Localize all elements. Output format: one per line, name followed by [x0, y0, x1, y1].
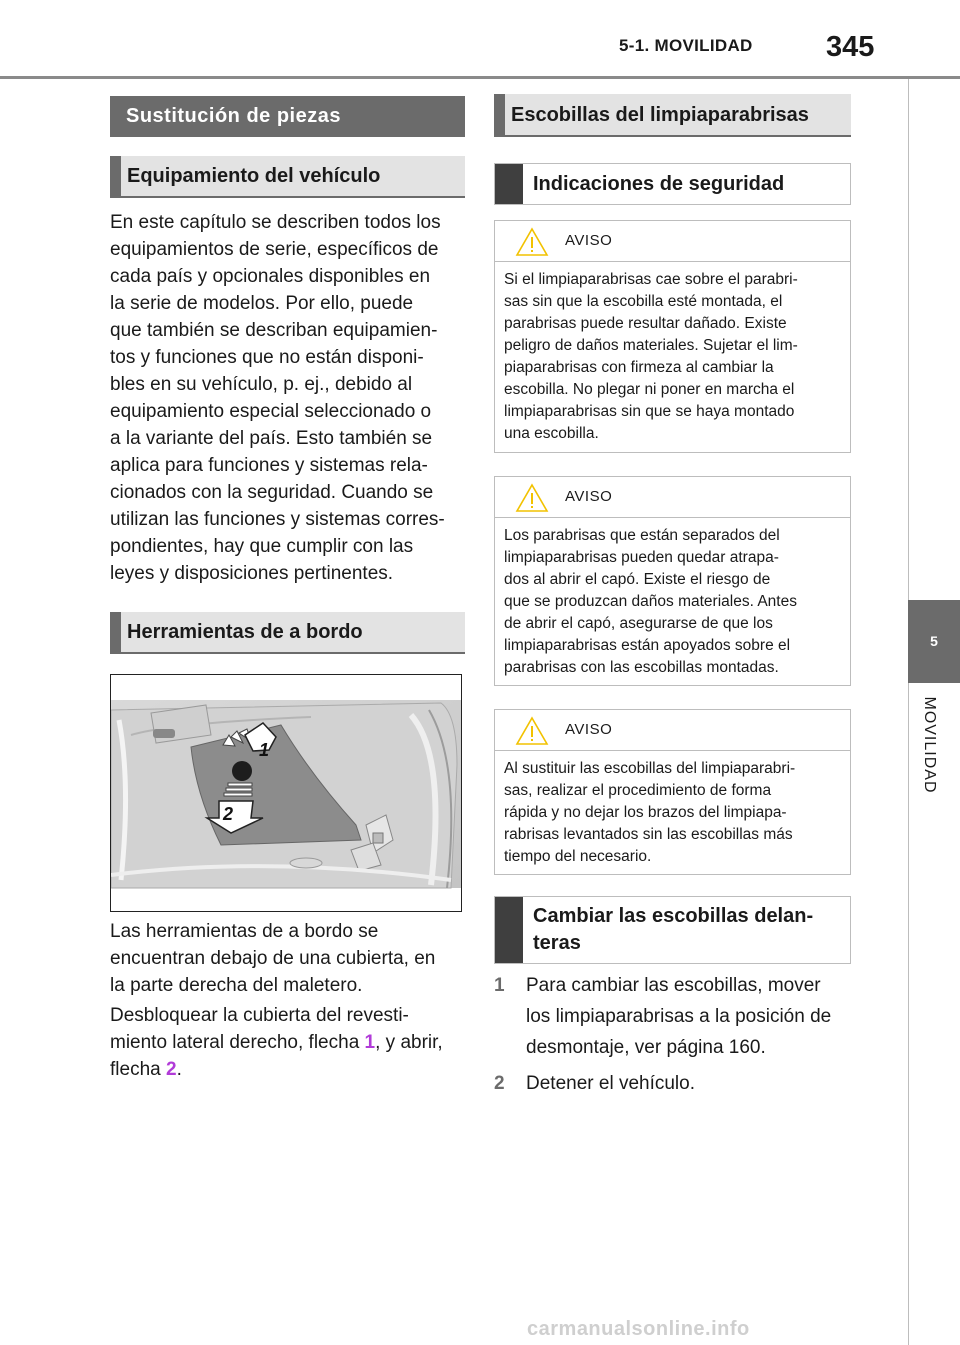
trunk-illustration-svg — [111, 675, 461, 911]
subsection-herramientas — [110, 612, 465, 654]
banner-bar — [110, 156, 121, 196]
warning-line: peligro de daños materiales. Sujetar el lim- — [504, 337, 798, 354]
warning-box-1 — [494, 220, 851, 453]
para-line: la parte derecha del maletero. — [110, 975, 363, 996]
para-line: tos y funciones que no están disponi- — [110, 347, 424, 368]
para-line: leyes y disposiciones pertinentes. — [110, 563, 394, 584]
step-text — [526, 970, 851, 1063]
warning-line: parabrisas con las escobillas montadas. — [504, 659, 779, 676]
warning-line: Los parabrisas que están separados del — [504, 527, 780, 544]
callout-1-label: 1 — [259, 740, 270, 760]
para-line — [110, 1029, 470, 1056]
subsection-indicaciones-title: Indicaciones de seguridad — [533, 173, 785, 195]
para-line: equipamiento especial seleccionado o — [110, 401, 432, 422]
subsection-indicaciones — [494, 163, 851, 205]
subsection-equipamiento — [110, 156, 465, 198]
section-title-sustitucion: Sustitución de piezas — [110, 96, 465, 137]
step-line: Para cambiar las escobillas, mover — [526, 975, 821, 996]
page-number: 345 — [826, 31, 875, 63]
warning-line: limpiaparabrisas están apoyados sobre el — [504, 637, 791, 654]
step-line: Detener el vehículo. — [526, 1073, 695, 1094]
section-title-escobillas — [494, 94, 851, 137]
title-line: teras — [533, 932, 581, 954]
subsection-side-bar — [495, 164, 523, 204]
intro-paragraph — [110, 209, 470, 587]
warning-line: que se produzcan daños materiales. Antes — [504, 593, 797, 610]
warning-line: dos al abrir el capó. Existe el riesgo de — [504, 571, 771, 588]
warning-header — [495, 477, 850, 518]
para-line — [110, 1056, 470, 1083]
subsection-side-bar — [495, 897, 523, 963]
arrow-ref-2: 2 — [165, 1059, 177, 1080]
arrow-ref-1: 1 — [364, 1032, 376, 1053]
warning-title: AVISO — [565, 232, 613, 249]
cover-lock-icon — [232, 761, 252, 781]
warning-title: AVISO — [565, 721, 613, 738]
para-line: pondientes, hay que cumplir con las — [110, 536, 414, 557]
step-number: 1 — [494, 975, 505, 996]
warning-line: limpiaparabrisas pueden quedar atrapa- — [504, 549, 779, 566]
warning-line: piaparabrisas con firmeza al cambiar la — [504, 359, 774, 376]
section-escobillas-title: Escobillas del limpiaparabrisas — [511, 104, 809, 126]
trunk-tools-illustration — [110, 674, 462, 912]
header-rule — [0, 76, 960, 79]
warning-line: limpiaparabrisas sin que se haya montado — [504, 403, 795, 420]
warning-line: rápida y no dejar los brazos del limpiapa- — [504, 804, 787, 821]
warning-body — [495, 751, 850, 877]
subsection-herramientas-title: Herramientas de a bordo — [127, 621, 363, 643]
warning-line: de abrir el capó, asegurarse de que los — [504, 615, 773, 632]
warning-box-2 — [494, 476, 851, 686]
warning-triangle-icon — [515, 483, 549, 513]
subsection-cambiar-title — [533, 903, 813, 957]
para-line: que también se describan equipamien- — [110, 320, 438, 341]
step-1 — [494, 970, 854, 1066]
para-line: En este capítulo se describen todos los — [110, 212, 441, 233]
banner-bar — [110, 612, 121, 652]
running-header-section: 5-1. MOVILIDAD — [619, 36, 753, 55]
subsection-equipamiento-title: Equipamiento del vehículo — [127, 165, 381, 187]
subsection-cambiar-escobillas — [494, 896, 851, 964]
warning-box-3 — [494, 709, 851, 875]
warning-header — [495, 221, 850, 262]
title-line: Cambiar las escobillas delan- — [533, 905, 814, 927]
tools-location-paragraph — [110, 918, 470, 999]
warning-line: sas, realizar el procedimiento de forma — [504, 782, 772, 799]
warning-line: escobilla. No plegar ni poner en marcha el — [504, 381, 795, 398]
para-text: flecha — [110, 1059, 166, 1080]
watermark: carmanualsonline.info — [527, 1318, 750, 1340]
chapter-tab-number: 5 — [908, 600, 960, 683]
chapter-tab-label: MOVILIDAD — [921, 696, 938, 794]
para-line: utilizan las funciones y sistemas corres- — [110, 509, 445, 530]
warning-triangle-icon — [515, 227, 549, 257]
step-text — [526, 1068, 851, 1099]
para-line: bles en su vehículo, p. ej., debido al — [110, 374, 413, 395]
warning-body — [495, 518, 850, 688]
step-line: desmontaje, ver página 160. — [526, 1037, 766, 1058]
warning-line: parabrisas puede resultar dañado. Existe — [504, 315, 787, 332]
step-2 — [494, 1068, 854, 1100]
warning-line: una escobilla. — [504, 425, 599, 442]
para-line: cada país y opcionales disponibles en — [110, 266, 431, 287]
para-line: la serie de modelos. Por ello, puede — [110, 293, 414, 314]
warning-line: tiempo del necesario. — [504, 848, 652, 865]
para-line: Las herramientas de a bordo se — [110, 921, 379, 942]
para-text: . — [176, 1059, 182, 1080]
warning-line: Si el limpiaparabrisas cae sobre el parabri- — [504, 271, 798, 288]
trunk-latch-icon — [153, 729, 175, 738]
step-number: 2 — [494, 1073, 505, 1094]
para-line: equipamientos de serie, específicos de — [110, 239, 439, 260]
warning-header — [495, 710, 850, 751]
para-text: miento lateral derecho, flecha — [110, 1032, 365, 1053]
warning-line: rabrisas levantados sin las escobillas más — [504, 826, 793, 843]
para-line: a la variante del país. Esto también se — [110, 428, 433, 449]
unlock-cover-paragraph — [110, 1002, 470, 1083]
warning-title: AVISO — [565, 488, 613, 505]
step-line: los limpiaparabrisas a la posición de — [526, 1006, 832, 1027]
para-text: , y abrir, — [375, 1032, 443, 1053]
para-line: encuentran debajo de una cubierta, en — [110, 948, 436, 969]
warning-body — [495, 262, 850, 454]
warning-triangle-icon — [515, 716, 549, 746]
para-line: aplica para funciones y sistemas rela- — [110, 455, 428, 476]
callout-2-label: 2 — [223, 804, 234, 824]
banner-bar — [494, 94, 505, 135]
side-margin-line — [908, 79, 909, 1345]
warning-line: Al sustituir las escobillas del limpiaparabri- — [504, 760, 796, 777]
para-line: cionados con la seguridad. Cuando se — [110, 482, 434, 503]
warning-line: sas sin que la escobilla esté montada, el — [504, 293, 783, 310]
para-line: Desbloquear la cubierta del revesti- — [110, 1005, 409, 1026]
